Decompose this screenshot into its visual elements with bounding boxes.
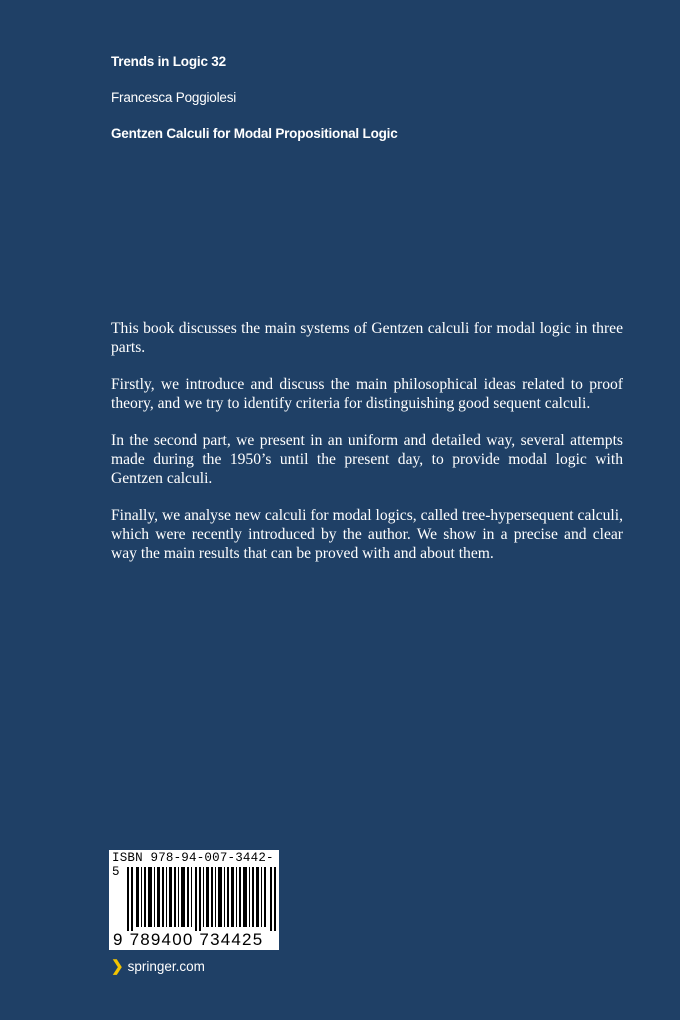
ean-digits: 9 789400 734425 [113, 930, 264, 949]
publisher-url: springer.com [127, 958, 205, 974]
book-title: Gentzen Calculi for Modal Propositional Logic [111, 126, 398, 141]
publisher-link[interactable] [111, 957, 205, 975]
blurb [111, 319, 623, 581]
series-label: Trends in Logic 32 [111, 54, 226, 69]
blurb-paragraph: Firstly, we introduce and discuss the main philosophical ideas related to proof theory, and we try to identify criteria for distinguishing good sequent calculi. [111, 376, 623, 412]
chevron-right-icon: ❯ [111, 958, 124, 975]
blurb-paragraph: This book discusses the main systems of Gentzen calculi for modal logic in three parts. [111, 320, 623, 356]
barcode [109, 850, 279, 950]
author-name: Francesca Poggiolesi [111, 90, 237, 105]
blurb-paragraph: In the second part, we present in an uniform and detailed way, several attempts made during the 1950’s until the present day, to provide modal logic with Gentzen calculi. [111, 432, 623, 487]
blurb-paragraph: Finally, we analyse new calculi for modal logics, called tree-hypersequent calculi, which were recently introduced by the author. We show in a precise and clear way the main results that can be proved with and about them. [111, 507, 623, 562]
barcode-bars [127, 867, 277, 931]
isbn-text: ISBN 978-94-007-3442-5 [112, 851, 274, 879]
